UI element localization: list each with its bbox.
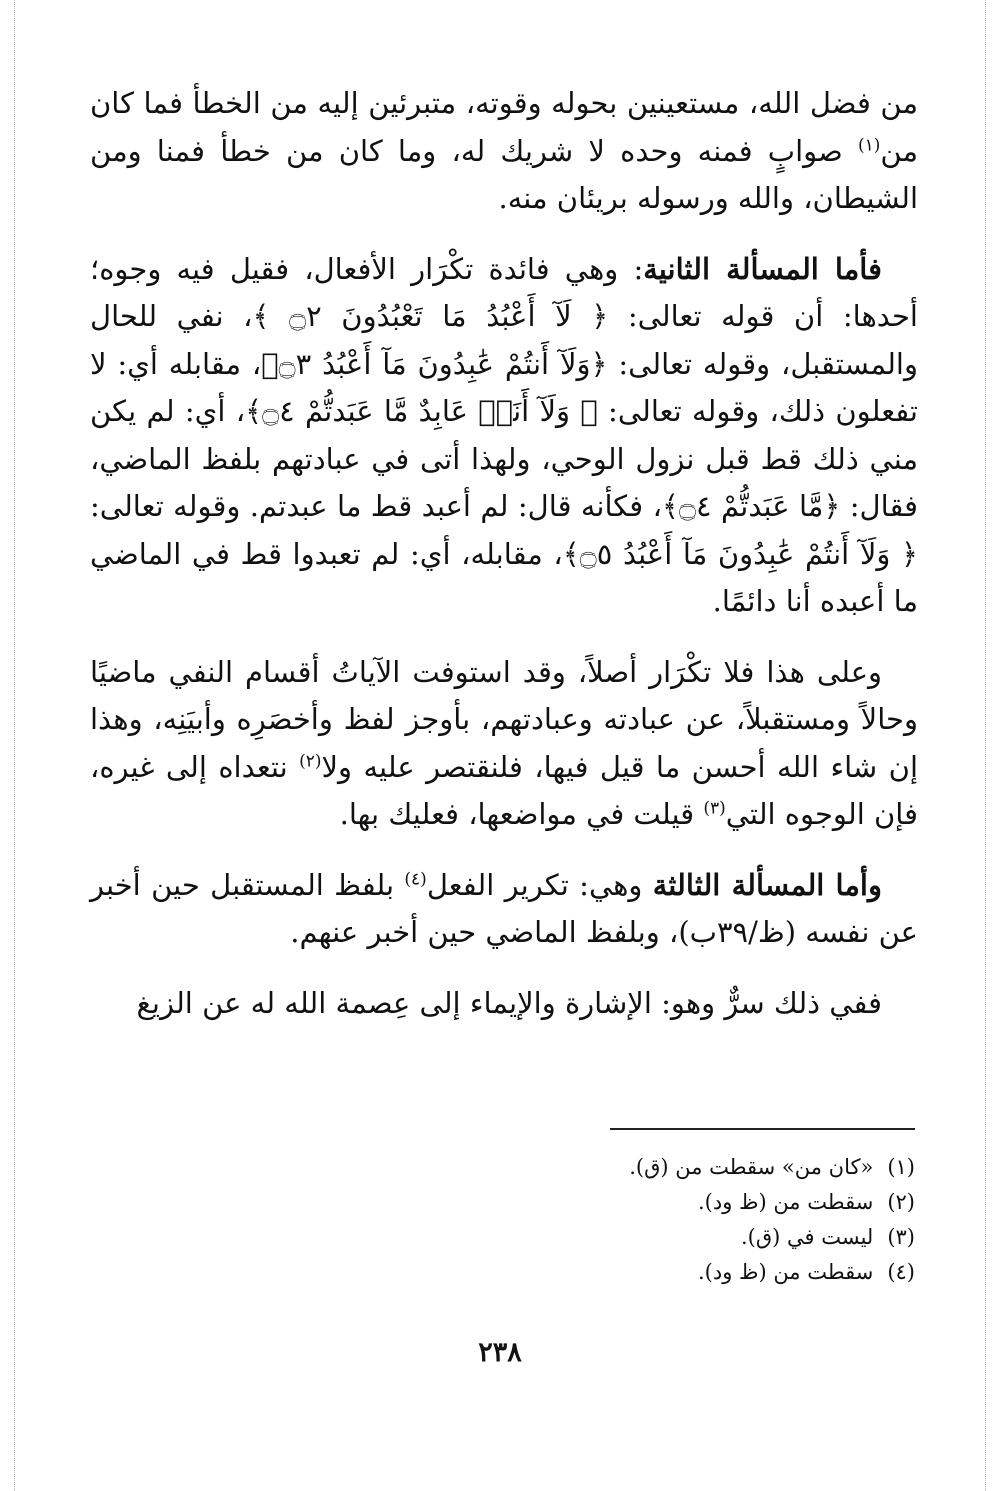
footnote-text: سقطت من (ظ ود). xyxy=(698,1190,874,1214)
footnotes xyxy=(520,1150,915,1290)
footnote-marker: (١) xyxy=(857,134,881,155)
text-run: قيلت في مواضعها، فعليك بها. xyxy=(339,797,704,831)
footnote-text: سقطت من (ظ ود). xyxy=(698,1260,874,1284)
section-heading: وأما المسألة الثالثة xyxy=(652,867,882,902)
footnote-text: ليست في (ق). xyxy=(740,1225,874,1249)
text-run: ، أي: لم يكن مني ذلك قط قبل نزول الوحي، ولهذا أتى في عبادتهم بلفظ الماضي، فقال: xyxy=(90,394,918,523)
text-run: وهي: تكرير الفعل xyxy=(426,867,653,902)
text-run: بلفظ المستقبل حين أخبر عن نفسه (ظ/٣٩ب)، وبلفظ الماضي حين أخبر عنهم. xyxy=(90,867,918,949)
footnote-separator xyxy=(610,1128,915,1130)
text-run: ففي ذلك سرٌّ وهو: الإشارة والإيماء إلى عِصمة الله له عن الزيغ xyxy=(136,985,882,1020)
text-run: نتعداه إلى غيره، فإن الوجوه التي xyxy=(90,749,918,831)
paragraph xyxy=(90,80,918,223)
scan-edge-line-right xyxy=(985,0,986,1491)
paragraph xyxy=(90,246,918,626)
paragraph xyxy=(90,862,918,957)
footnote-number: (١) xyxy=(887,1155,915,1179)
quran-verse: ﴿ وَلَآ أَنتُمْ عَٰبِدُونَ مَآ أَعْبُدُ ۝٥﴾ xyxy=(562,536,919,571)
text-run: ، مقابله أي: لا تفعلون ذلك، وقوله تعالى: xyxy=(90,346,918,428)
quran-verse: ﴿ لَآ أَعْبُدُ مَا تَعْبُدُونَ ۝٢ ﴾ xyxy=(252,299,609,333)
footnote-number: (٤) xyxy=(887,1260,915,1284)
quran-verse: ﴿مَّا عَبَدتُّمْ ۝٤﴾ xyxy=(661,489,841,523)
text-run: من فضل الله، مستعينين بحوله وقوته، متبرئين إليه من الخطأ فما كان من xyxy=(90,86,918,168)
footnote-number: (٢) xyxy=(887,1190,915,1214)
main-text xyxy=(90,80,918,1050)
scan-edge-line-left xyxy=(14,0,15,1491)
paragraph xyxy=(90,980,918,1028)
section-heading: فأما المسألة الثانية xyxy=(643,251,882,286)
text-run: ، مقابله، أي: لم تعبدوا قط في الماضي ما أعبده أنا دائمًا. xyxy=(90,536,918,618)
footnote xyxy=(520,1220,915,1255)
text-run: وعلى هذا فلا تكْرَار أصلاً، وقد استوفت الآياتُ أقسام النفي ماضيًا وحالاً ومستقبلاً، عن عبادته وعبادتهم، بأوجز لفظ وأخصَرِه وأبيَنِه، وهذا إن شاء الله أحسن ما قيل فيها، فلنقتصر عليه ولا xyxy=(90,654,918,784)
paragraph xyxy=(90,649,918,839)
footnote xyxy=(520,1255,915,1290)
page-number: ٢٣٨ xyxy=(478,1337,522,1368)
footnote-marker: (٤) xyxy=(404,868,427,889)
footnote xyxy=(520,1185,915,1220)
footnote xyxy=(520,1150,915,1185)
quran-verse: ﴿ وَلَآ أَنَا۠ عَابِدٌ مَّا عَبَدتُّمْ ۝٤﴾ xyxy=(245,394,598,428)
text-run: ، نفي للحال والمستقبل، وقوله تعالى: xyxy=(90,299,918,381)
footnote-text: «كان من» سقطت من (ق). xyxy=(629,1155,874,1179)
footnote-marker: (٢) xyxy=(299,750,322,771)
quran-verse: ﴿وَلَآ أَنتُمْ عَٰبِدُونَ مَآ أَعْبُدُ ۝٣﴾ xyxy=(261,346,608,381)
text-run: : وهي فائدة تكْرَار الأفعال، فقيل فيه وجوه؛ أحدها: أن قوله تعالى: xyxy=(90,251,918,333)
text-run: ، فكأنه قال: لم أعبد قط ما عبدتم. وقوله تعالى: xyxy=(90,489,662,523)
footnote-number: (٣) xyxy=(887,1225,915,1249)
footnote-marker: (٣) xyxy=(703,798,726,819)
text-run: صوابٍ فمنه وحده لا شريك له، وما كان من خطأ فمنا ومن الشيطان، والله ورسوله بريئان منه. xyxy=(90,133,918,215)
